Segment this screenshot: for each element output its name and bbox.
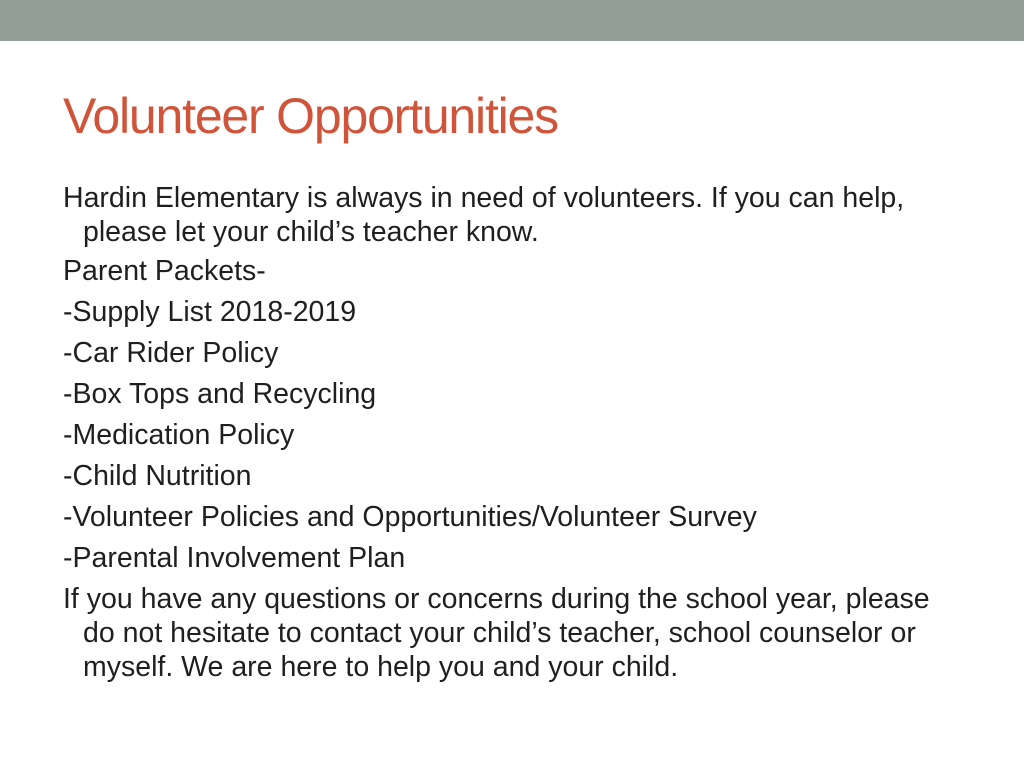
slide-title: Volunteer Opportunities bbox=[63, 88, 558, 144]
packet-item-box-tops: -Box Tops and Recycling bbox=[63, 378, 377, 410]
packet-item-medication-policy: -Medication Policy bbox=[63, 419, 295, 451]
packet-item-car-rider-policy: -Car Rider Policy bbox=[63, 337, 279, 369]
packet-item-supply-list: -Supply List 2018-2019 bbox=[63, 296, 357, 328]
packet-item-volunteer-policies: -Volunteer Policies and Opportunities/Volunteer Survey bbox=[63, 501, 757, 533]
slide-body bbox=[63, 181, 943, 689]
packet-item-child-nutrition: -Child Nutrition bbox=[63, 460, 252, 492]
parent-packets-heading: Parent Packets- bbox=[63, 255, 266, 287]
top-accent-bar bbox=[0, 0, 1024, 41]
closing-paragraph: If you have any questions or concerns during the school year, please do not hesitate to contact your child’s teacher, school counselor or myself. We are here to help you and your child. bbox=[63, 583, 930, 683]
packet-item-parental-involvement: -Parental Involvement Plan bbox=[63, 542, 406, 574]
intro-paragraph: Hardin Elementary is always in need of volunteers. If you can help, please let your child’s teacher know. bbox=[63, 182, 905, 248]
